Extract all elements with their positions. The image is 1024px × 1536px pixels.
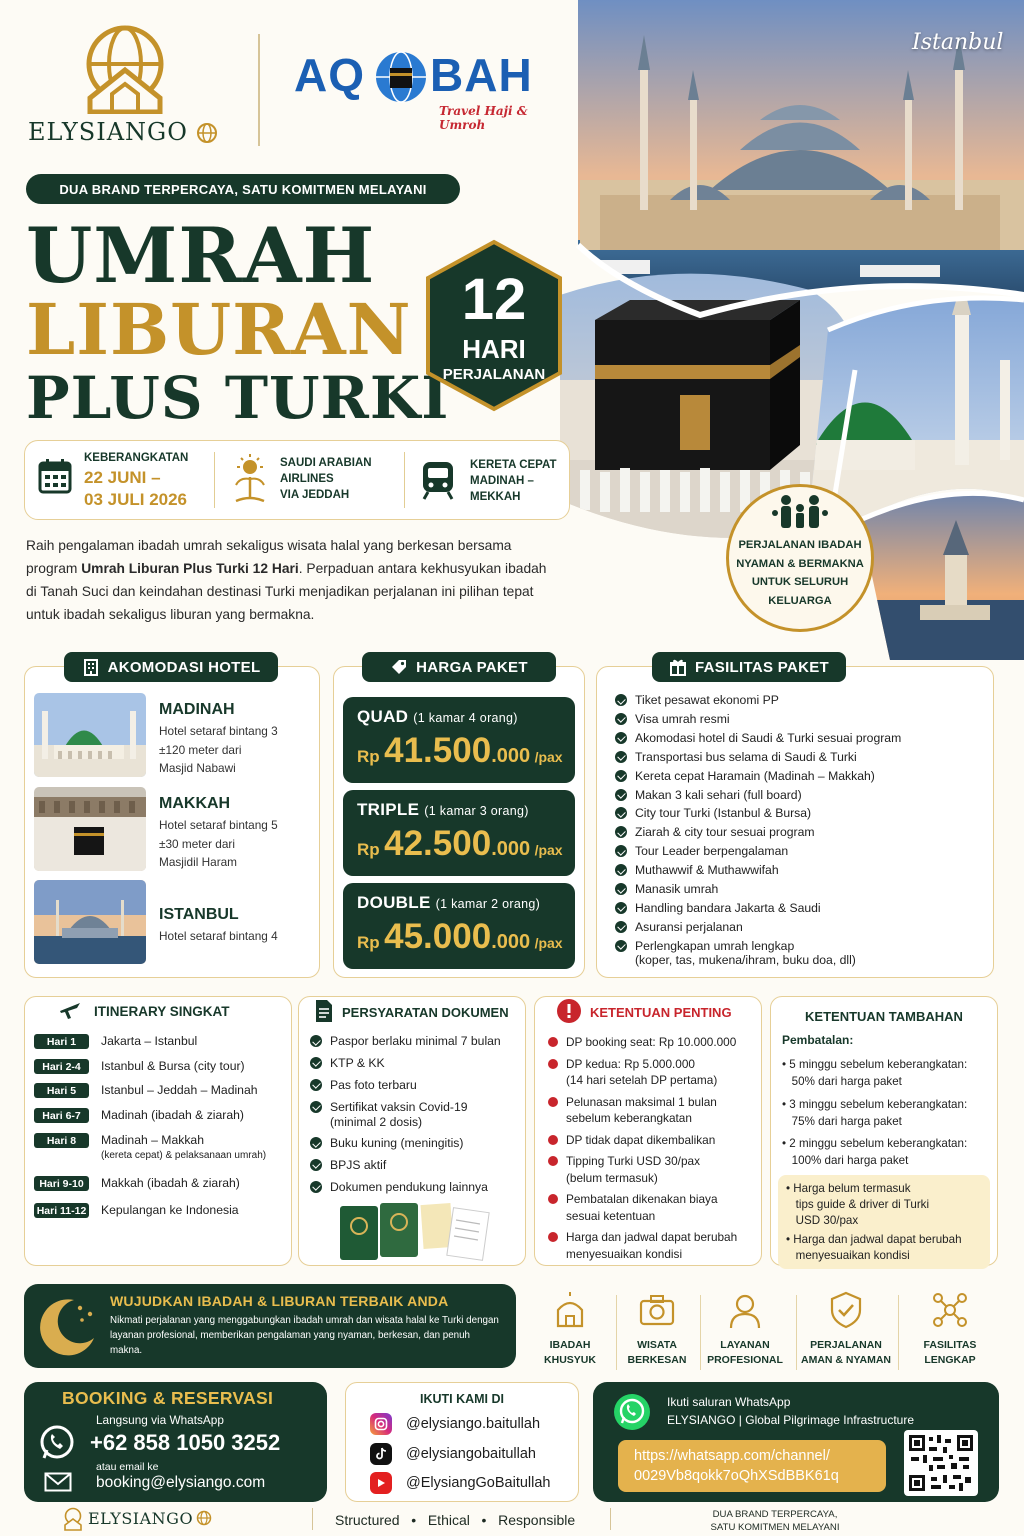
itinerary-desc: Kepulangan ke Indonesia [101,1203,239,1217]
duration-badge [424,238,564,413]
intro-part2: . Perpaduan antara kekhusyukan ibadah di Tanah Suci dan keindahan destinasi Turki menjadikan perjalanan ini pilihan tepat untuk ibadah sekaligus liburan yang bermakna. [26,561,547,622]
term-item [546,1153,758,1186]
hotel-item-madinah [34,693,309,777]
palm-sun-icon [230,453,270,505]
facility-item: Makan 3 kali sehari (full board) [613,786,983,805]
alert-icon [556,998,582,1024]
footer-dot: • [411,1512,417,1528]
channel-url-box[interactable] [618,1440,886,1492]
duration-label: PERJALANAN [442,366,546,383]
facility-item: Tiket pesawat ekonomi PP [613,691,983,710]
feature-line: IBADAH [549,1339,591,1351]
facility-item: Transportasi bus selama di Saudi & Turki [613,748,983,767]
footer-divider [610,1508,611,1530]
footer-brand: ELYSIANGO [88,1509,194,1528]
elysiango-emblem-icon [70,22,180,114]
calendar-icon [38,458,72,494]
facility-item: Handling bandara Jakarta & Saudi [613,899,983,918]
instagram-icon [370,1413,392,1435]
makkah-line3: Masjidil Haram [159,855,238,869]
elysiango-logo [28,22,223,152]
term-line: sesuai ketentuan [566,1208,656,1223]
train-line2: MADINAH – [470,475,534,487]
mosque-icon [550,1290,590,1330]
price-double-note: (1 kamar 2 orang) [435,897,541,911]
price-quad-rp: Rp [357,747,380,766]
kaaba-globe-icon [374,50,428,104]
facility-item: Visa umrah resmi [613,710,983,729]
crescent-moon-icon [36,1294,100,1358]
term-item [546,1132,758,1149]
itinerary-row [34,1034,197,1049]
channel-url-line2: 0029Vb8qokk7oQhXSdBBK61q [634,1468,839,1484]
feature-line: WISATA [637,1339,677,1351]
extra-note-line: USD 30/pax [795,1214,859,1228]
itinerary-row [34,1108,244,1123]
user-service-icon [725,1290,765,1330]
istanbul-photo [34,880,146,964]
price-double-rest: .000 [491,931,531,953]
price-triple-unit: /pax [534,842,563,858]
itinerary-day: Hari 1 [34,1034,89,1049]
makkah-line1: Hotel setaraf bintang 5 [159,818,278,832]
itinerary-day: Hari 8 [34,1133,89,1148]
itinerary-day: Hari 5 [34,1083,89,1098]
extra-note-line: Harga belum termasuk [793,1182,911,1195]
price-double-rp: Rp [357,933,380,952]
document-item: Paspor berlaku minimal 7 bulan [308,1032,523,1051]
feature-sep [898,1295,899,1370]
facility-item: Kereta cepat Haramain (Madinah – Makkah) [613,767,983,786]
footer-values [335,1512,575,1528]
makkah-line2: ±30 meter dari [159,836,235,851]
instagram-handle: @elysiango.baitullah [406,1416,541,1432]
price-double [343,883,575,969]
itinerary-row [34,1059,245,1074]
document-item: Sertifikat vaksin Covid-19 [308,1098,523,1117]
social-instagram[interactable] [370,1413,540,1435]
itinerary-desc: Istanbul – Jeddah – Madinah [101,1083,258,1097]
document-item: Buku kuning (meningitis) [308,1134,523,1153]
brand-ribbon: DUA BRAND TERPERCAYA, SATU KOMITMEN MELAYANI [26,174,460,204]
youtube-handle: @ElysiangGoBaitullah [406,1475,551,1491]
document-item-note: (minimal 2 dosis) [330,1115,423,1129]
feature-aman [798,1290,894,1368]
facility-item: Muthawwif & Muthawwifah [613,861,983,880]
cancel-rule-line: 100% dari harga paket [791,1154,909,1167]
shield-check-icon [826,1290,866,1330]
facilities-card-title [652,652,846,682]
price-tag-icon [390,658,408,676]
aqobah-logo [294,48,564,132]
social-tiktok[interactable] [370,1443,536,1465]
intro-part1: Raih pengalaman ibadah umrah sekaligus wisata halal yang berkesan bersama program [26,538,512,576]
facilities-card-title-text: FASILITAS PAKET [695,658,829,676]
train-icon [420,460,456,500]
terms-list [546,1034,758,1267]
qr-code-icon [907,1433,975,1493]
itinerary-day: Hari 2-4 [34,1059,89,1074]
extra-note-line: Harga dan jadwal dapat berubah [793,1233,962,1246]
footer-divider [312,1508,313,1530]
istanbul-name: ISTANBUL [159,906,239,923]
term-line: DP tidak dapat dikembalikan [566,1132,716,1147]
price-triple-main: 42.500 [384,824,492,863]
whatsapp-icon [38,1424,76,1462]
hotel-item-makkah [34,787,309,871]
footer-emblem-icon [62,1507,84,1531]
depart-label: KEBERANGKATAN [84,452,189,464]
camera-icon [637,1290,677,1330]
facility-item-note: (koper, tas, mukena/ihram, buku doa, dll) [635,953,856,967]
madinah-name: MADINAH [159,701,235,718]
term-item [546,1056,758,1089]
qr-code[interactable] [904,1430,978,1496]
document-item: Pas foto terbaru [308,1076,523,1095]
globe-icon [196,122,218,144]
intro-paragraph [26,534,556,626]
price-quad-note: (1 kamar 4 orang) [413,711,518,725]
depart-date-line1: 22 JUNI – [84,468,161,487]
train-line1: KERETA CEPAT [470,459,557,471]
cancel-rule: • 5 minggu sebelum keberangkatan: 50% dari harga paket [782,1058,968,1088]
logo-divider [258,34,260,146]
itinerary-desc: Makkah (ibadah & ziarah) [101,1176,240,1190]
duration-unit: HARI [462,334,526,364]
facility-item: Perlengkapan umrah lengkap [613,937,983,956]
makkah-name: MAKKAH [159,795,231,812]
price-quad-type: QUAD [357,707,409,726]
term-line: menyesuaikan kondisi [566,1246,683,1261]
facility-item: Akomodasi hotel di Saudi & Turki sesuai program [613,729,983,748]
term-line: Pelunasan maksimal 1 bulan [566,1094,717,1109]
price-quad [343,697,575,783]
hotel-icon [82,658,100,676]
itinerary-desc: Istanbul & Bursa (city tour) [101,1059,245,1073]
city-label: Istanbul [912,30,1004,55]
feature-line: FASILITAS [923,1339,977,1351]
feature-wisata [609,1290,705,1368]
term-item [546,1191,758,1224]
booking-via: Langsung via WhatsApp [96,1413,224,1427]
facility-item: City tour Turki (Istanbul & Bursa) [613,804,983,823]
term-line: Pembatalan dikenakan biaya [566,1192,718,1206]
footer-tagline-line2: SATU KOMITMEN MELAYANI [710,1522,840,1533]
price-quad-unit: /pax [534,749,563,765]
hero-title-line1: UMRAH [26,211,376,300]
aqobah-wordmark-suffix: BAH [430,49,533,101]
youtube-icon [370,1472,392,1494]
term-line: Harga dan jadwal dapat berubah [566,1230,738,1244]
promo-banner-text: Nikmati perjalanan yang menggabungkan ibadah umrah dan wisata halal ke Turki dengan layanan profesional, memberikan pengalaman yang nyaman, berkesan, dan penuh makna. [110,1315,499,1356]
price-double-main: 45.000 [384,917,492,956]
footer-tagline [690,1508,860,1534]
duration-number: 12 [461,267,527,332]
feature-fasilitas [902,1290,998,1368]
elysiango-wordmark: ELYSIANGO [28,118,188,146]
itinerary-desc: Jakarta – Istanbul [101,1034,198,1048]
facilities-list [613,691,983,956]
airplane-icon [58,998,82,1022]
terms-title: KETENTUAN PENTING [590,1005,732,1020]
price-double-unit: /pax [534,935,563,951]
extra-terms-title: KETENTUAN TAMBAHAN [805,1009,963,1024]
madinah-line2: ±120 meter dari [159,742,242,757]
itinerary-row [34,1203,239,1218]
info-divider-2 [404,452,405,508]
aqobah-wordmark-prefix: AQ [294,49,365,101]
channel-url-line1: https://whatsapp.com/channel/ [634,1448,830,1464]
extra-note: • Harga dan jadwal dapat berubah menyesuaikan kondisi [786,1233,962,1263]
extra-terms-subtitle: Pembatalan: [782,1033,854,1047]
price-double-type: DOUBLE [357,893,431,912]
aqobah-tagline: Travel Haji & Umroh [439,104,528,132]
cancel-rule-line: 50% dari harga paket [791,1075,902,1088]
channel-line1: Ikuti saluran WhatsApp [667,1395,791,1409]
itinerary-row [34,1133,266,1163]
footer-value: Responsible [498,1512,576,1528]
gift-icon [669,658,687,676]
itinerary-day: Hari 6-7 [34,1108,89,1123]
channel-line2: ELYSIANGO | Global Pilgrimage Infrastructure [667,1413,914,1427]
document-icon [314,999,334,1023]
term-line: sebelum keberangkatan [566,1111,692,1125]
cancel-rule: • 2 minggu sebelum keberangkatan: 100% dari harga paket [782,1137,968,1167]
airline-line2: AIRLINES [280,473,334,485]
documents-list-2 [308,1134,523,1197]
itinerary-sub: (kereta cepat) & pelaksanaan umrah) [101,1150,267,1161]
price-triple-rest: .000 [491,838,531,860]
itinerary-day: Hari 9-10 [34,1176,89,1191]
footer-tagline-line1: DUA BRAND TERPERCAYA, [712,1509,838,1520]
cancel-rule-line: 3 minggu sebelum keberangkatan: [789,1098,968,1111]
email-icon [44,1472,72,1492]
istanbul-line1: Hotel setaraf bintang 4 [159,929,278,943]
price-card-title [362,652,556,682]
train-line3: MEKKAH [470,491,521,503]
social-youtube[interactable] [370,1472,551,1494]
network-icon [930,1290,970,1330]
price-triple-type: TRIPLE [357,800,420,819]
cancel-rule: • 3 minggu sebelum keberangkatan: 75% dari harga paket [782,1098,968,1128]
tiktok-icon [370,1443,392,1465]
feature-line: LENGKAP [924,1354,976,1366]
family-icon [772,494,828,530]
facility-item: Asuransi perjalanan [613,918,983,937]
term-item [546,1229,758,1262]
document-item: Dokumen pendukung lainnya [308,1178,523,1197]
itinerary-desc: Madinah – Makkah [101,1133,204,1147]
makkah-photo [34,787,146,871]
hero-title-line3: PLUS TURKI [26,364,450,432]
document-item: BPJS aktif [308,1156,523,1175]
price-card-title-text: HARGA PAKET [416,658,528,676]
facility-item: Ziarah & city tour sesuai program [613,823,983,842]
price-triple-note: (1 kamar 3 orang) [424,804,529,818]
feature-line: BERKESAN [627,1354,687,1366]
depart-date-line2: 03 JULI 2026 [84,490,188,509]
airline-line3: VIA JEDDAH [280,489,350,501]
term-line: (14 hari setelah DP pertama) [566,1073,718,1087]
whatsapp-channel-icon [612,1392,652,1432]
term-item [546,1034,758,1051]
tiktok-handle: @elysiangobaitullah [406,1446,536,1462]
term-line: Tipping Turki USD 30/pax [566,1154,700,1168]
cancel-rule-line: 2 minggu sebelum keberangkatan: [789,1137,968,1150]
booking-or-email: atau email ke [96,1461,159,1473]
document-item: KTP & KK [308,1054,523,1073]
airline-line1: SAUDI ARABIAN [280,457,372,469]
social-title: IKUTI KAMI DI [419,1392,505,1406]
facility-item: Manasik umrah [613,880,983,899]
booking-email[interactable]: booking@elysiango.com [96,1474,266,1491]
hotel-item-istanbul [34,880,309,964]
feature-sep [796,1295,797,1370]
footer-globe-icon [196,1510,212,1526]
booking-phone[interactable]: +62 858 1050 3252 [90,1430,281,1455]
itinerary-title: ITINERARY SINGKAT [94,1004,230,1019]
facility-item: Tour Leader berpengalaman [613,842,983,861]
info-divider-1 [214,452,215,508]
feature-line: LAYANAN [720,1339,770,1351]
itinerary-row [34,1176,240,1191]
hotel-card-title-text: AKOMODASI HOTEL [107,658,261,676]
extra-note-line: tips guide & driver di Turki [795,1198,930,1212]
term-line: (belum termasuk) [566,1170,658,1185]
intro-bold: Umrah Liburan Plus Turki 12 Hari [81,561,299,576]
feature-ibadah [522,1290,618,1368]
term-line: DP booking seat: Rp 10.000.000 [566,1035,737,1049]
footer-value: Structured [335,1512,400,1528]
price-triple [343,790,575,876]
family-badge-text: PERJALANAN IBADAH NYAMAN & BERMAKNA UNTUK SELURUH KELUARGA [736,539,864,607]
madinah-line1: Hotel setaraf bintang 3 [159,724,278,738]
itinerary-day: Hari 11-12 [34,1203,89,1218]
cancel-rule-line: 5 minggu sebelum keberangkatan: [789,1058,968,1071]
hotel-card-title [64,652,278,682]
extra-note: • Harga belum termasuk tips guide & driver di Turki USD 30/pax [786,1182,930,1228]
feature-line: AMAN & NYAMAN [800,1354,892,1366]
price-quad-rest: .000 [491,745,531,767]
itinerary-desc: Madinah (ibadah & ziarah) [101,1108,244,1122]
feature-layanan [697,1290,793,1368]
documents-title: PERSYARATAN DOKUMEN [342,1005,509,1020]
booking-title: BOOKING & RESERVASI [62,1388,274,1408]
price-triple-rp: Rp [357,840,380,859]
footer-dot: • [481,1512,487,1528]
itinerary-row [34,1083,258,1098]
feature-line: PROFESIONAL [707,1354,783,1366]
feature-line: PERJALANAN [810,1339,882,1351]
cancel-rule-line: 75% dari harga paket [791,1115,902,1128]
promo-banner-title: WUJUDKAN IBADAH & LIBURAN TERBAIK ANDA [110,1293,449,1309]
passport-documents-icon [338,1200,498,1262]
hero-title-line2: LIBURAN [26,288,412,371]
feature-line: KHUSYUK [544,1354,596,1366]
extra-note-line: menyesuaikan kondisi [795,1249,910,1263]
term-line: DP kedua: Rp 5.000.000 [566,1056,695,1071]
price-quad-main: 41.500 [384,731,492,770]
term-item [546,1094,758,1127]
madinah-line3: Masjid Nabawi [159,761,236,775]
madinah-photo [34,693,146,777]
footer-value: Ethical [427,1512,470,1528]
documents-list [308,1032,523,1117]
